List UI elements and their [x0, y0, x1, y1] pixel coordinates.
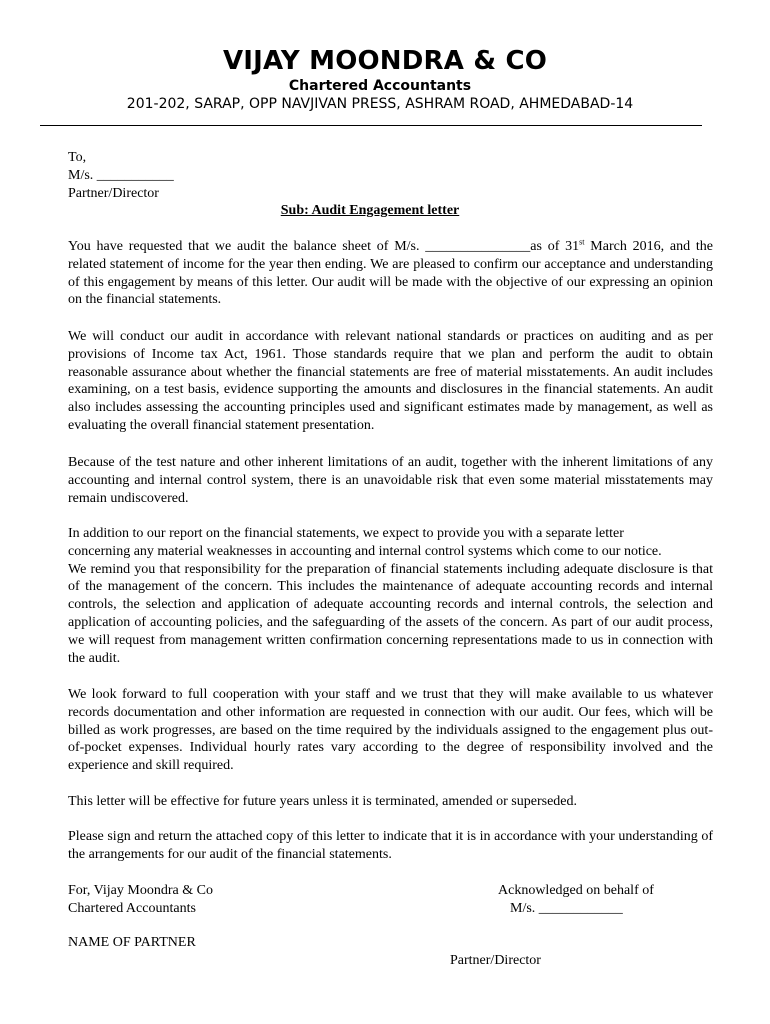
paragraph-1-start: You have requested that we audit the balance sheet of M/s. _______________as of 31	[68, 239, 580, 254]
paragraph-4-line-2: concerning any material weaknesses in accounting and internal control systems which come to our notice.	[68, 543, 662, 559]
addressee-block	[68, 149, 713, 202]
paragraph-4	[68, 525, 713, 667]
partner-director-label: Partner/Director	[450, 953, 541, 968]
paragraph-7	[68, 828, 713, 864]
partner-name: NAME OF PARTNER	[68, 935, 196, 950]
subject-line: Sub: Audit Engagement letter	[280, 203, 460, 218]
firm-address: 201-202, SARAP, OPP NAVJIVAN PRESS, ASHRAM ROAD, AHMEDABAD-14	[126, 96, 634, 112]
paragraph-6	[68, 793, 713, 811]
signature-firm-title: Chartered Accountants	[68, 900, 196, 916]
paragraph-1-end: March 2016, and the related statement of income for the year then ending. We are pleased to confirm our acceptance and understanding of this engagement by means of this letter. Our audit will be made with the objective of our expressing an opinion on the financial statements.	[68, 239, 713, 308]
paragraph-2	[68, 328, 713, 435]
paragraph-5-text: We look forward to full cooperation with your staff and we trust that they will make available to us whatever records documentation and other information are requested in connection with our audit. Our fees, which will be billed as work progresses, are based on the time required by the individuals assigned to the engagement plus out- of-pocket expenses. Individual hourly rates vary according to the degree of responsibility involved and the experience and skill required.	[68, 687, 713, 774]
paragraph-3	[68, 454, 713, 507]
signature-firm-block	[68, 882, 213, 918]
paragraph-4-line-1: In addition to our report on the financial statements, we expect to provide you with a separate letter	[68, 526, 624, 541]
paragraph-5	[68, 686, 713, 775]
acknowledgement-line: Acknowledged on behalf of	[498, 883, 654, 898]
header-divider	[40, 125, 702, 126]
paragraph-3-text: Because of the test nature and other inherent limitations of an audit, together with the inherent limitations of any accounting and internal control system, there is an unavoidable risk that even some material misstatements may remain undiscovered.	[68, 455, 713, 506]
addressee-ms: M/s. ___________	[68, 167, 174, 183]
signature-firm-line: For, Vijay Moondra & Co	[68, 883, 213, 898]
firm-subtitle: Chartered Accountants	[288, 78, 472, 94]
paragraph-4-rest: We remind you that responsibility for the preparation of financial statements including adequate disclosure is that of the management of the concern. This includes the maintenance of adequate accounting records and internal controls, the selection and application of adequate accounting records and internal controls, the selection and application of accounting policies, and the safeguarding of the assets of the concern. As part of our audit process, we will request from management written confirmation concerning representations made to us in connection with the audit.	[68, 561, 713, 666]
firm-name: VIJAY MOONDRA & CO	[222, 46, 548, 76]
ordinal-suffix: st	[579, 237, 585, 247]
paragraph-2-text: We will conduct our audit in accordance with relevant national standards or practices on auditing and as per provisions of Income tax Act, 1961. Those standards require that we plan and perform the audit to obtain reasonable assurance about whether the financial statements are free of material misstatements. An audit includes examining, on a test basis, evidence supporting the amounts and disclosures in the financial statements. An audit also includes assessing the accounting principles used and significant estimates made by management, as well as evaluating the overall financial statement presentation.	[68, 329, 713, 433]
addressee-to: To,	[68, 150, 87, 165]
acknowledgement-block	[498, 882, 654, 918]
acknowledgement-ms: M/s. ____________	[510, 900, 623, 916]
paragraph-1	[68, 238, 713, 309]
addressee-role: Partner/Director	[68, 185, 159, 201]
paragraph-6-text: This letter will be effective for future years unless it is terminated, amended or superseded.	[68, 794, 578, 809]
paragraph-7-text: Please sign and return the attached copy of this letter to indicate that it is in accordance with your understanding of the arrangements for our audit of the financial statements.	[68, 829, 713, 862]
